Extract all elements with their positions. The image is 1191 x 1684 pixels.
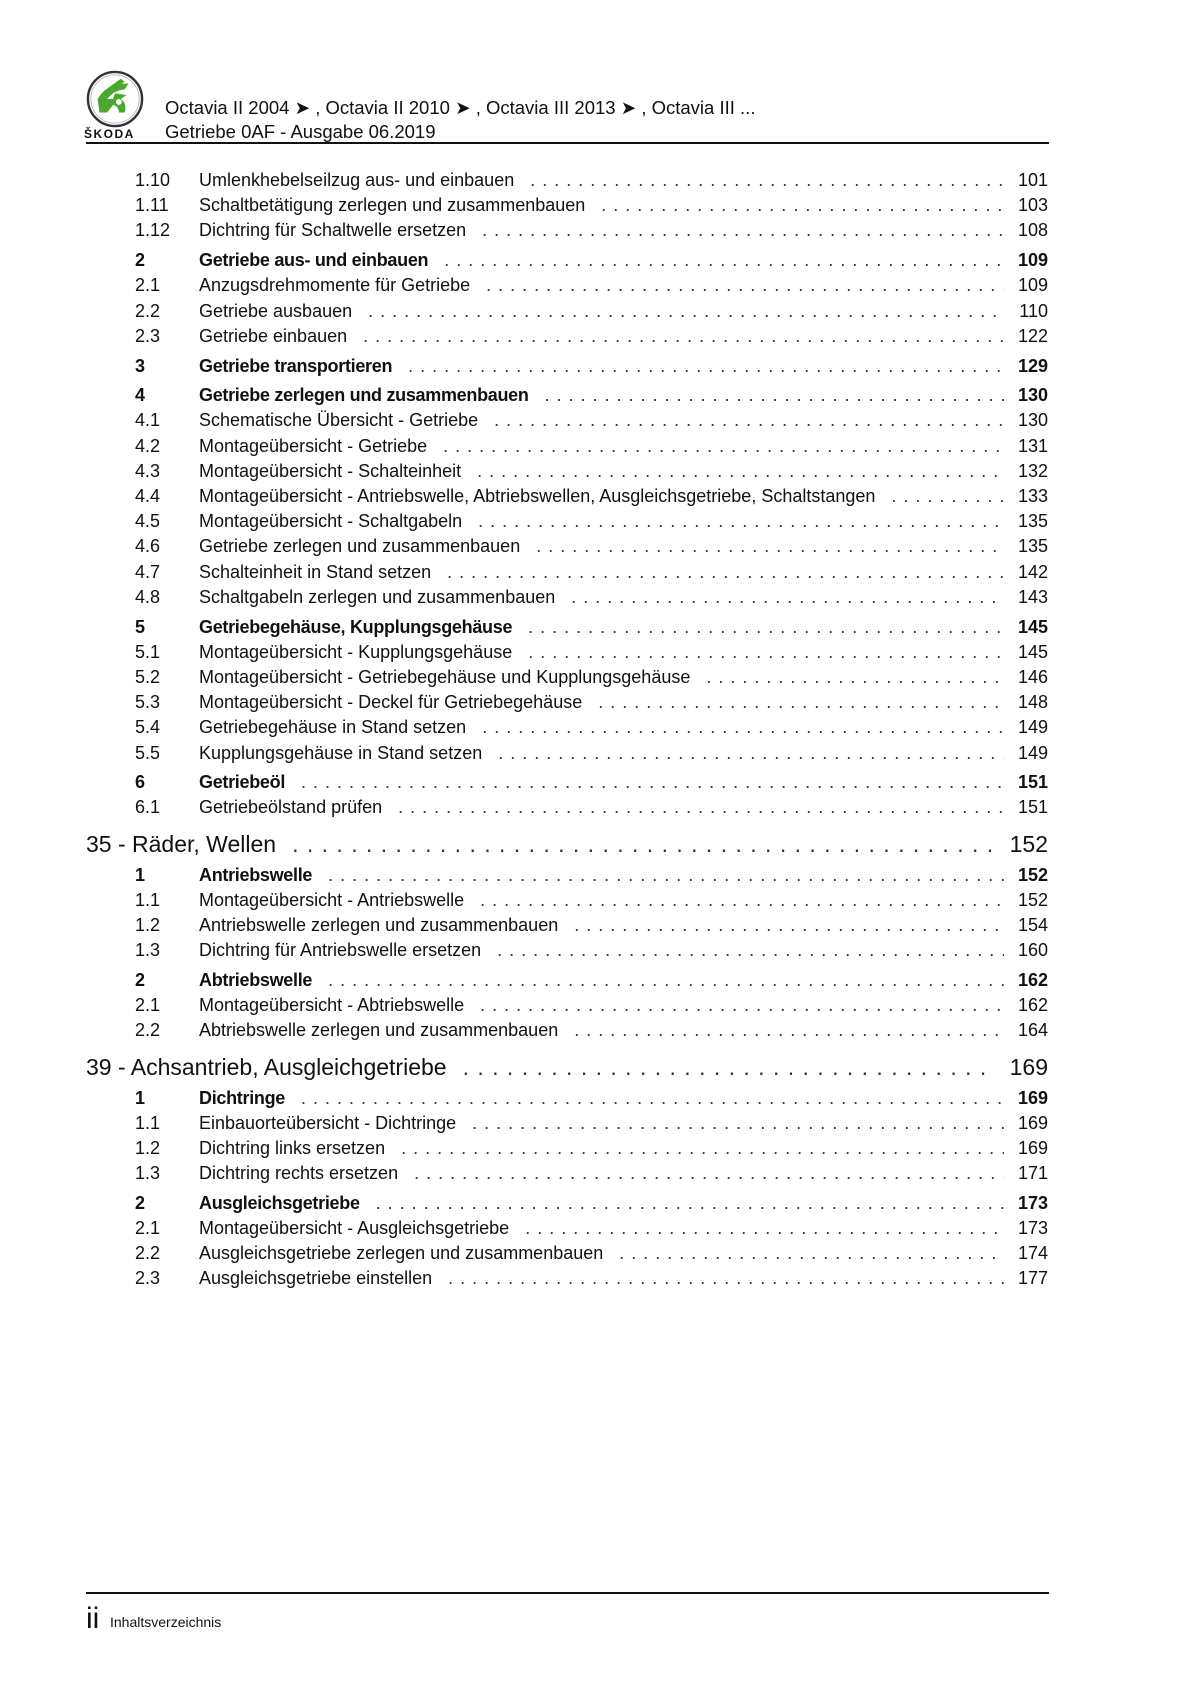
toc-entry-page: 133 xyxy=(1017,486,1048,507)
toc-subsection-entry[interactable] xyxy=(86,1163,1048,1188)
toc-entry-page: 132 xyxy=(1017,460,1048,481)
toc-section-entry[interactable] xyxy=(86,250,1048,275)
toc-dot-leader xyxy=(619,1243,1004,1264)
toc-dot-leader xyxy=(494,410,1004,431)
toc-section-entry[interactable] xyxy=(86,865,1048,890)
toc-entry-number: 1.12 xyxy=(135,220,171,241)
toc-entry-title: Montageübersicht - Schaltgabeln xyxy=(199,511,463,532)
toc-section-entry[interactable] xyxy=(86,385,1048,410)
toc-entry-page: 129 xyxy=(1017,355,1048,376)
toc-entry-number: 1.3 xyxy=(135,1163,161,1184)
toc-dot-leader xyxy=(398,797,1004,818)
toc-entry-page: 145 xyxy=(1017,641,1048,662)
toc-entry-page: 173 xyxy=(1017,1218,1048,1239)
toc-subsection-entry[interactable] xyxy=(86,667,1048,692)
toc-entry-title: Getriebe aus- und einbauen xyxy=(199,250,429,271)
header-rule xyxy=(86,142,1049,144)
toc-dot-leader xyxy=(482,717,1004,738)
toc-entry-title: Getriebe einbauen xyxy=(199,325,348,346)
toc-dot-leader xyxy=(706,667,1004,688)
toc-dot-leader xyxy=(497,940,1004,961)
toc-entry-page: 103 xyxy=(1017,195,1048,216)
toc-chapter-entry[interactable] xyxy=(86,831,1048,865)
toc-dot-leader xyxy=(486,275,1004,296)
toc-entry-number: 2.1 xyxy=(135,1218,161,1239)
toc-entry-number: 1.1 xyxy=(135,889,161,910)
toc-entry-page: 152 xyxy=(1017,864,1048,885)
toc-dot-leader xyxy=(478,511,1004,532)
toc-entry-number: 1.3 xyxy=(135,940,161,961)
toc-dot-leader xyxy=(443,436,1004,457)
toc-entry-title: 39 - Achsantrieb, Ausgleichgetriebe xyxy=(86,1053,447,1080)
toc-entry-number: 4.7 xyxy=(135,561,161,582)
toc-entry-title: Dichtring links ersetzen xyxy=(199,1137,386,1158)
toc-entry-title: Getriebeölstand prüfen xyxy=(199,797,383,818)
toc-entry-title: Getriebe ausbauen xyxy=(199,300,353,321)
toc-dot-leader xyxy=(328,970,1004,991)
toc-subsection-entry[interactable] xyxy=(86,486,1048,511)
toc-subsection-entry[interactable] xyxy=(86,1138,1048,1163)
toc-subsection-entry[interactable] xyxy=(86,1268,1048,1293)
toc-dot-leader xyxy=(571,587,1004,608)
toc-entry-number: 5 xyxy=(135,616,146,637)
toc-section-entry[interactable] xyxy=(86,772,1048,797)
toc-subsection-entry[interactable] xyxy=(86,461,1048,486)
toc-dot-leader xyxy=(528,642,1004,663)
toc-entry-page: 151 xyxy=(1017,797,1048,818)
toc-entry-title: Kupplungsgehäuse in Stand setzen xyxy=(199,742,483,763)
toc-entry-number: 6 xyxy=(135,772,146,793)
toc-entry-page: 169 xyxy=(1017,1137,1048,1158)
toc-dot-leader xyxy=(368,301,1004,322)
toc-dot-leader xyxy=(376,1193,1004,1214)
toc-entry-page: 154 xyxy=(1017,915,1048,936)
toc-entry-title: Dichtring für Schaltwelle ersetzen xyxy=(199,220,467,241)
toc-entry-number: 2.2 xyxy=(135,1020,161,1041)
toc-entry-number: 5.3 xyxy=(135,692,161,713)
toc-entry-page: 149 xyxy=(1017,742,1048,763)
toc-entry-title: Ausgleichsgetriebe xyxy=(199,1192,360,1213)
toc-dot-leader xyxy=(480,890,1004,911)
toc-entry-title: Montageübersicht - Kupplungsgehäuse xyxy=(199,641,513,662)
toc-entry-number: 5.2 xyxy=(135,666,161,687)
toc-entry-title: Umlenkhebelseilzug aus- und einbauen xyxy=(199,170,515,190)
toc-entry-page: 108 xyxy=(1017,220,1048,241)
toc-entry-number: 2.2 xyxy=(135,300,161,321)
toc-entry-title: Anzugsdrehmomente für Getriebe xyxy=(199,275,471,296)
toc-subsection-entry[interactable] xyxy=(86,511,1048,536)
toc-entry-number: 4.3 xyxy=(135,460,161,481)
toc-dot-leader xyxy=(482,220,1004,241)
toc-entry-number: 4 xyxy=(135,385,146,406)
toc-dot-leader xyxy=(292,831,994,858)
toc-entry-title: Getriebe zerlegen und zusammenbauen xyxy=(199,385,529,406)
toc-entry-number: 1 xyxy=(135,1087,146,1108)
toc-entry-number: 2 xyxy=(135,970,146,990)
toc-entry-title: Schaltbetätigung zerlegen und zusammenbauen xyxy=(199,195,586,216)
toc-entry-title: Schaltgabeln zerlegen und zusammenbauen xyxy=(199,586,556,607)
toc-section-entry[interactable] xyxy=(86,356,1048,381)
toc-section-entry[interactable] xyxy=(86,617,1048,642)
toc-subsection-entry[interactable] xyxy=(86,1020,1048,1045)
toc-dot-leader xyxy=(498,743,1004,764)
toc-entry-page: 151 xyxy=(1017,772,1048,793)
toc-entry-title: Getriebegehäuse in Stand setzen xyxy=(199,717,467,738)
toc-entry-page: 142 xyxy=(1017,561,1048,582)
toc-subsection-entry[interactable] xyxy=(86,890,1048,915)
toc-subsection-entry[interactable] xyxy=(86,410,1048,435)
toc-entry-page: 143 xyxy=(1017,586,1048,607)
toc-dot-leader xyxy=(401,1138,1004,1159)
document-subtitle: Getriebe 0AF - Ausgabe 06.2019 xyxy=(165,121,436,142)
footer-page-number: ii xyxy=(86,1602,100,1635)
toc-subsection-entry[interactable] xyxy=(86,326,1048,351)
toc-entry-title: Montageübersicht - Getriebegehäuse und Kupplungsgehäuse xyxy=(199,666,691,687)
toc-dot-leader xyxy=(891,486,1004,507)
toc-entry-title: 35 - Räder, Wellen xyxy=(86,830,277,857)
toc-dot-leader xyxy=(601,195,1004,216)
toc-entry-title: Dichtring für Antriebswelle ersetzen xyxy=(199,940,482,961)
toc-entry-page: 109 xyxy=(1017,275,1048,296)
toc-dot-leader xyxy=(408,356,1004,377)
toc-dot-leader xyxy=(574,915,1004,936)
toc-entry-number: 2.2 xyxy=(135,1243,161,1264)
toc-entry-page: 162 xyxy=(1017,970,1048,990)
toc-entry-page: 135 xyxy=(1017,511,1048,532)
footer-section-title: Inhaltsverzeichnis xyxy=(110,1614,222,1630)
toc-entry-title: Dichtringe xyxy=(199,1087,286,1108)
toc-entry-title: Ausgleichsgetriebe einstellen xyxy=(199,1268,433,1289)
toc-subsection-entry[interactable] xyxy=(86,587,1048,612)
toc-subsection-entry[interactable] xyxy=(86,642,1048,667)
toc-subsection-entry[interactable] xyxy=(86,995,1048,1020)
brand-wordmark: ŠKODA xyxy=(84,127,135,141)
toc-subsection-entry[interactable] xyxy=(86,797,1048,822)
toc-entry-page: 169 xyxy=(1017,1087,1048,1108)
toc-entry-number: 1.2 xyxy=(135,1137,161,1158)
toc-entry-page: 169 xyxy=(1009,1053,1048,1080)
toc-entry-page: 135 xyxy=(1017,536,1048,557)
toc-entry-title: Antriebswelle zerlegen und zusammenbauen xyxy=(199,915,559,936)
toc-entry-page: 122 xyxy=(1017,325,1048,346)
table-of-contents xyxy=(86,170,1048,1294)
toc-dot-leader xyxy=(480,995,1004,1016)
toc-dot-leader xyxy=(574,1020,1004,1041)
toc-subsection-entry[interactable] xyxy=(86,170,1048,195)
toc-dot-leader xyxy=(448,1268,1004,1289)
toc-entry-title: Getriebeöl xyxy=(199,772,286,793)
toc-entry-number: 2 xyxy=(135,250,146,271)
toc-dot-leader xyxy=(301,1088,1004,1109)
toc-entry-number: 1.2 xyxy=(135,915,161,936)
toc-dot-leader xyxy=(536,536,1004,557)
toc-entry-title: Dichtring rechts ersetzen xyxy=(199,1163,399,1184)
toc-dot-leader xyxy=(414,1163,1004,1184)
toc-entry-number: 4.4 xyxy=(135,486,161,507)
toc-subsection-entry[interactable] xyxy=(86,717,1048,742)
toc-entry-number: 4.2 xyxy=(135,435,161,456)
toc-entry-title: Getriebegehäuse, Kupplungsgehäuse xyxy=(199,616,513,637)
toc-entry-number: 4.5 xyxy=(135,511,161,532)
toc-dot-leader xyxy=(463,1054,994,1081)
toc-entry-title: Schalteinheit in Stand setzen xyxy=(199,561,432,582)
toc-section-entry[interactable] xyxy=(86,1088,1048,1113)
toc-dot-leader xyxy=(447,562,1004,583)
toc-subsection-entry[interactable] xyxy=(86,915,1048,940)
toc-entry-number: 2.3 xyxy=(135,325,161,346)
toc-entry-page: 101 xyxy=(1017,170,1048,190)
toc-entry-number: 4.6 xyxy=(135,536,161,557)
toc-entry-page: 174 xyxy=(1017,1243,1048,1264)
toc-entry-number: 5.1 xyxy=(135,641,161,662)
toc-entry-number: 2.1 xyxy=(135,275,161,296)
toc-entry-title: Montageübersicht - Antriebswelle, Abtriebswellen, Ausgleichsgetriebe, Schaltstangen xyxy=(199,486,876,507)
toc-dot-leader xyxy=(530,170,1004,191)
toc-entry-number: 3 xyxy=(135,355,146,376)
toc-entry-number: 4.1 xyxy=(135,410,161,431)
toc-entry-title: Abtriebswelle zerlegen und zusammenbauen xyxy=(199,1020,559,1041)
toc-entry-page: 152 xyxy=(1017,889,1048,910)
skoda-logo-icon xyxy=(86,70,144,128)
toc-entry-page: 164 xyxy=(1017,1020,1048,1041)
toc-entry-title: Abtriebswelle xyxy=(199,970,313,990)
toc-entry-page: 110 xyxy=(1019,300,1048,321)
toc-subsection-entry[interactable] xyxy=(86,1113,1048,1138)
toc-entry-page: 131 xyxy=(1017,435,1048,456)
toc-entry-number: 6.1 xyxy=(135,797,161,818)
toc-entry-page: 130 xyxy=(1017,410,1048,431)
toc-subsection-entry[interactable] xyxy=(86,220,1048,245)
toc-dot-leader xyxy=(363,326,1004,347)
toc-entry-number: 4.8 xyxy=(135,586,161,607)
toc-entry-page: 173 xyxy=(1017,1192,1048,1213)
toc-entry-page: 145 xyxy=(1017,616,1048,637)
toc-subsection-entry[interactable] xyxy=(86,275,1048,300)
toc-entry-number: 5.5 xyxy=(135,742,161,763)
toc-entry-title: Montageübersicht - Antriebswelle xyxy=(199,889,465,910)
toc-entry-page: 146 xyxy=(1017,666,1048,687)
toc-entry-number: 1.11 xyxy=(135,195,169,216)
toc-dot-leader xyxy=(301,772,1004,793)
toc-entry-title: Getriebe zerlegen und zusammenbauen xyxy=(199,536,521,557)
toc-entry-page: 162 xyxy=(1017,995,1048,1016)
toc-dot-leader xyxy=(545,385,1004,406)
toc-subsection-entry[interactable] xyxy=(86,940,1048,965)
toc-entry-title: Montageübersicht - Schalteinheit xyxy=(199,460,462,481)
toc-subsection-entry[interactable] xyxy=(86,536,1048,561)
toc-dot-leader xyxy=(525,1218,1004,1239)
toc-entry-page: 177 xyxy=(1017,1268,1048,1289)
toc-dot-leader xyxy=(598,692,1004,713)
toc-entry-title: Montageübersicht - Abtriebswelle xyxy=(199,995,465,1016)
toc-chapter-entry[interactable] xyxy=(86,1054,1048,1088)
footer-rule xyxy=(86,1592,1049,1594)
toc-entry-page: 148 xyxy=(1017,692,1048,713)
toc-entry-page: 109 xyxy=(1017,250,1048,271)
toc-entry-title: Montageübersicht - Ausgleichsgetriebe xyxy=(199,1218,510,1239)
toc-subsection-entry[interactable] xyxy=(86,1218,1048,1243)
toc-entry-page: 152 xyxy=(1009,830,1048,857)
toc-entry-title: Schematische Übersicht - Getriebe xyxy=(199,410,479,431)
toc-entry-title: Getriebe transportieren xyxy=(199,355,393,376)
toc-subsection-entry[interactable] xyxy=(86,195,1048,220)
toc-subsection-entry[interactable] xyxy=(86,562,1048,587)
toc-entry-page: 149 xyxy=(1017,717,1048,738)
toc-subsection-entry[interactable] xyxy=(86,743,1048,768)
toc-subsection-entry[interactable] xyxy=(86,1243,1048,1268)
toc-subsection-entry[interactable] xyxy=(86,436,1048,461)
toc-dot-leader xyxy=(444,250,1004,271)
toc-entry-title: Ausgleichsgetriebe zerlegen und zusammenbauen xyxy=(199,1243,604,1264)
toc-entry-number: 1.1 xyxy=(135,1112,161,1133)
toc-entry-page: 169 xyxy=(1017,1112,1048,1133)
toc-dot-leader xyxy=(477,461,1004,482)
toc-entry-number: 1 xyxy=(135,864,146,885)
toc-entry-title: Einbauorteübersicht - Dichtringe xyxy=(199,1112,457,1133)
toc-entry-title: Antriebswelle xyxy=(199,864,313,885)
toc-entry-number: 2.3 xyxy=(135,1268,161,1289)
toc-entry-number: 2.1 xyxy=(135,995,161,1016)
toc-entry-number: 1.10 xyxy=(135,170,171,190)
toc-subsection-entry[interactable] xyxy=(86,301,1048,326)
toc-entry-number: 2 xyxy=(135,1192,146,1213)
toc-dot-leader xyxy=(472,1113,1004,1134)
toc-section-entry[interactable] xyxy=(86,1193,1048,1218)
toc-section-entry[interactable] xyxy=(86,970,1048,995)
toc-entry-page: 130 xyxy=(1017,385,1048,406)
toc-entry-number: 5.4 xyxy=(135,717,161,738)
toc-dot-leader xyxy=(528,617,1004,638)
toc-entry-page: 171 xyxy=(1017,1163,1048,1184)
document-models-title: Octavia II 2004 ➤ , Octavia II 2010 ➤ , Octavia III 2013 ➤ , Octavia III ... xyxy=(165,97,756,118)
toc-entry-title: Montageübersicht - Deckel für Getriebegehäuse xyxy=(199,692,583,713)
toc-entry-page: 160 xyxy=(1017,940,1048,961)
toc-entry-title: Montageübersicht - Getriebe xyxy=(199,435,428,456)
toc-subsection-entry[interactable] xyxy=(86,692,1048,717)
toc-dot-leader xyxy=(328,865,1004,886)
